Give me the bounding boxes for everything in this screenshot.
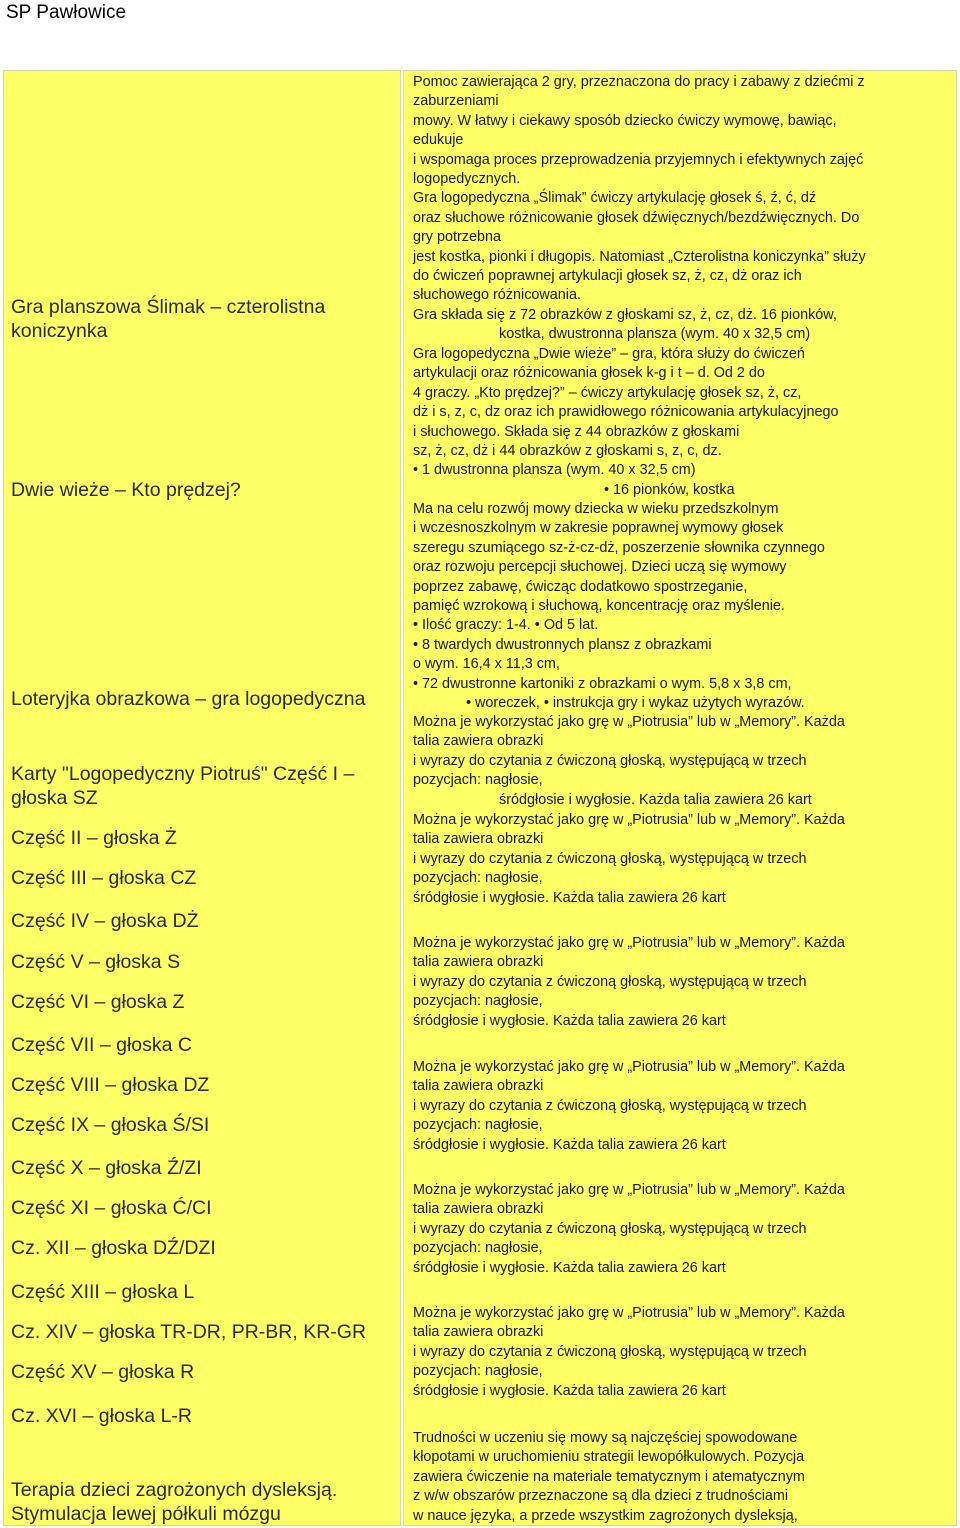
product-description: Można je wykorzystać jako grę w „Piotrusia” lub w „Memory”. Każda talia zawiera obrazki i wyrazy do czytania z ćwiczoną głoską, występującą w trzech pozycjach: nagłosie, śródgłosie i wygłosie. Każda talia zawiera 26 kart: [413, 714, 845, 808]
product-name: Część IX – głoska Ś/SI: [11, 1114, 210, 1136]
product-name: Część XV – głoska R: [11, 1361, 195, 1383]
product-name: Część VI – głoska Z: [11, 991, 185, 1013]
product-name: Część II – głoska Ż: [11, 827, 177, 849]
product-name: Loteryjka obrazkowa – gra logopedyczna: [11, 688, 366, 710]
product-name: Karty "Logopedyczny Piotruś" Część I – głoska SZ: [11, 763, 355, 809]
product-description: Można je wykorzystać jako grę w „Piotrusia” lub w „Memory”. Każda talia zawiera obrazki i wyrazy do czytania z ćwiczoną głoską, występującą w trzech pozycjach: nagłosie, śródgłosie i wygłosie. Każda talia zawiera 26 kart: [413, 935, 845, 1029]
product-name: Cz. XVI – głoska L-R: [11, 1405, 192, 1427]
product-description: Ma na celu rozwój mowy dziecka w wieku przedszkolnym i wczesnoszkolnym w zakresie poprawnej wymowy głosek szeregu szumiącego sz-ż-cz-dż, poszerzenie słownika czynnego oraz rozwoju percepcji słuchowej. Dzieci uczą się wymowy poprzez zabawę, ćwicząc dodatkowo spostrzeganie, pamięć wzrokową i słuchową, koncentrację oraz myślenie. • Ilość graczy: 1-4. • Od 5 lat. • 8 twardych dwustronnych plansz z obrazkami o wym. 16,4 x 11,3 cm, • 72 dwustronne kartoniki z obrazkami o wym. 5,8 x 3,8 cm, • woreczek, • instrukcja gry i wykaz użytych wyrazów.: [413, 501, 825, 712]
product-name: Dwie wieże – Kto prędzej?: [11, 479, 241, 501]
product-name: Terapia dzieci zagrożonych dysleksją. Stymulacja lewej półkuli mózgu: [11, 1479, 338, 1525]
product-name: Część XI – głoska Ć/CI: [11, 1197, 212, 1219]
product-name: Część V – głoska S: [11, 951, 181, 973]
product-description: Można je wykorzystać jako grę w „Piotrusia” lub w „Memory”. Każda talia zawiera obrazki i wyrazy do czytania z ćwiczoną głoską, występującą w trzech pozycjach: nagłosie, śródgłosie i wygłosie. Każda talia zawiera 26 kart: [413, 1182, 845, 1276]
product-name: Część VII – głoska C: [11, 1034, 192, 1056]
product-name: Gra planszowa Ślimak – czterolistna koniczynka: [11, 296, 326, 342]
product-name: Część III – głoska CZ: [11, 867, 197, 889]
product-description: Trudności w uczeniu się mowy są najczęściej spowodowane kłopotami w uruchomieniu strategii lewopółkulowych. Pozycja zawiera ćwiczenie na materiale tematycznym i atematycznym z w/w obszarów przeznaczone są dla dzieci z trudnościami w nauce języka, a przede wszystkim zagrożonych dysleksją,: [413, 1430, 805, 1524]
product-name: Część VIII – głoska DZ: [11, 1074, 210, 1096]
product-description: Gra logopedyczna „Dwie wieże” – gra, która służy do ćwiczeń artykulacji oraz różnicowania głosek k-g i t – d. Od 2 do 4 graczy. „Kto prędzej?” – ćwiczy artykulację głosek sz, ż, cz, dż i s, z, c, dz oraz ich prawidłowego różnicowania artykulacyjnego i słuchowego. Składa się z 44 obrazków z głoskami sz, ż, cz, dż i 44 obrazków z głoskami s, z, c, dz. • 1 dwustronna plansza (wym. 40 x 32,5 cm) • 16 pionków, kostka: [413, 346, 839, 498]
product-name: Cz. XIV – głoska TR-DR, PR-BR, KR-GR: [11, 1321, 367, 1343]
product-description: Można je wykorzystać jako grę w „Piotrusia” lub w „Memory”. Każda talia zawiera obrazki i wyrazy do czytania z ćwiczoną głoską, występującą w trzech pozycjach: nagłosie, śródgłosie i wygłosie. Każda talia zawiera 26 kart: [413, 1305, 845, 1399]
product-description: Można je wykorzystać jako grę w „Piotrusia” lub w „Memory”. Każda talia zawiera obrazki i wyrazy do czytania z ćwiczoną głoską, występującą w trzech pozycjach: nagłosie, śródgłosie i wygłosie. Każda talia zawiera 26 kart: [413, 1059, 845, 1153]
product-name: Część X – głoska Ź/ZI: [11, 1157, 202, 1179]
product-description: Można je wykorzystać jako grę w „Piotrusia” lub w „Memory”. Każda talia zawiera obrazki i wyrazy do czytania z ćwiczoną głoską, występującą w trzech pozycjach: nagłosie, śródgłosie i wygłosie. Każda talia zawiera 26 kart: [413, 812, 845, 906]
product-description: Pomoc zawierająca 2 gry, przeznaczona do pracy i zabawy z dziećmi z zaburzeniami mowy. W łatwy i ciekawy sposób dziecko ćwiczy wymowę, bawiąc, edukuje i wspomaga proces przeprowadzenia przyjemnych i efektywnych zajęć logopedycznych. Gra logopedyczna „Ślimak” ćwiczy artykulację głosek ś, ź, ć, dź oraz słuchowe różnicowanie głosek dźwięcznych/bezdźwięcznych. Do gry potrzebna jest kostka, pionki i długopis. Natomiast „Czterolistna koniczynka” służy do ćwiczeń poprawnej artykulacji głosek sz, ż, cz, dż oraz ich słuchowego różnicowania. Gra składa się z 72 obrazków z głoskami sz, ż, cz, dż. 16 pionków, kostka, dwustronna plansza (wym. 40 x 32,5 cm): [413, 74, 866, 343]
product-name: Część XIII – głoska L: [11, 1281, 195, 1303]
product-name: Część IV – głoska DŻ: [11, 910, 199, 932]
school-name: SP Pawłowice: [6, 2, 127, 23]
product-name: Cz. XII – głoska DŹ/DZI: [11, 1237, 216, 1259]
